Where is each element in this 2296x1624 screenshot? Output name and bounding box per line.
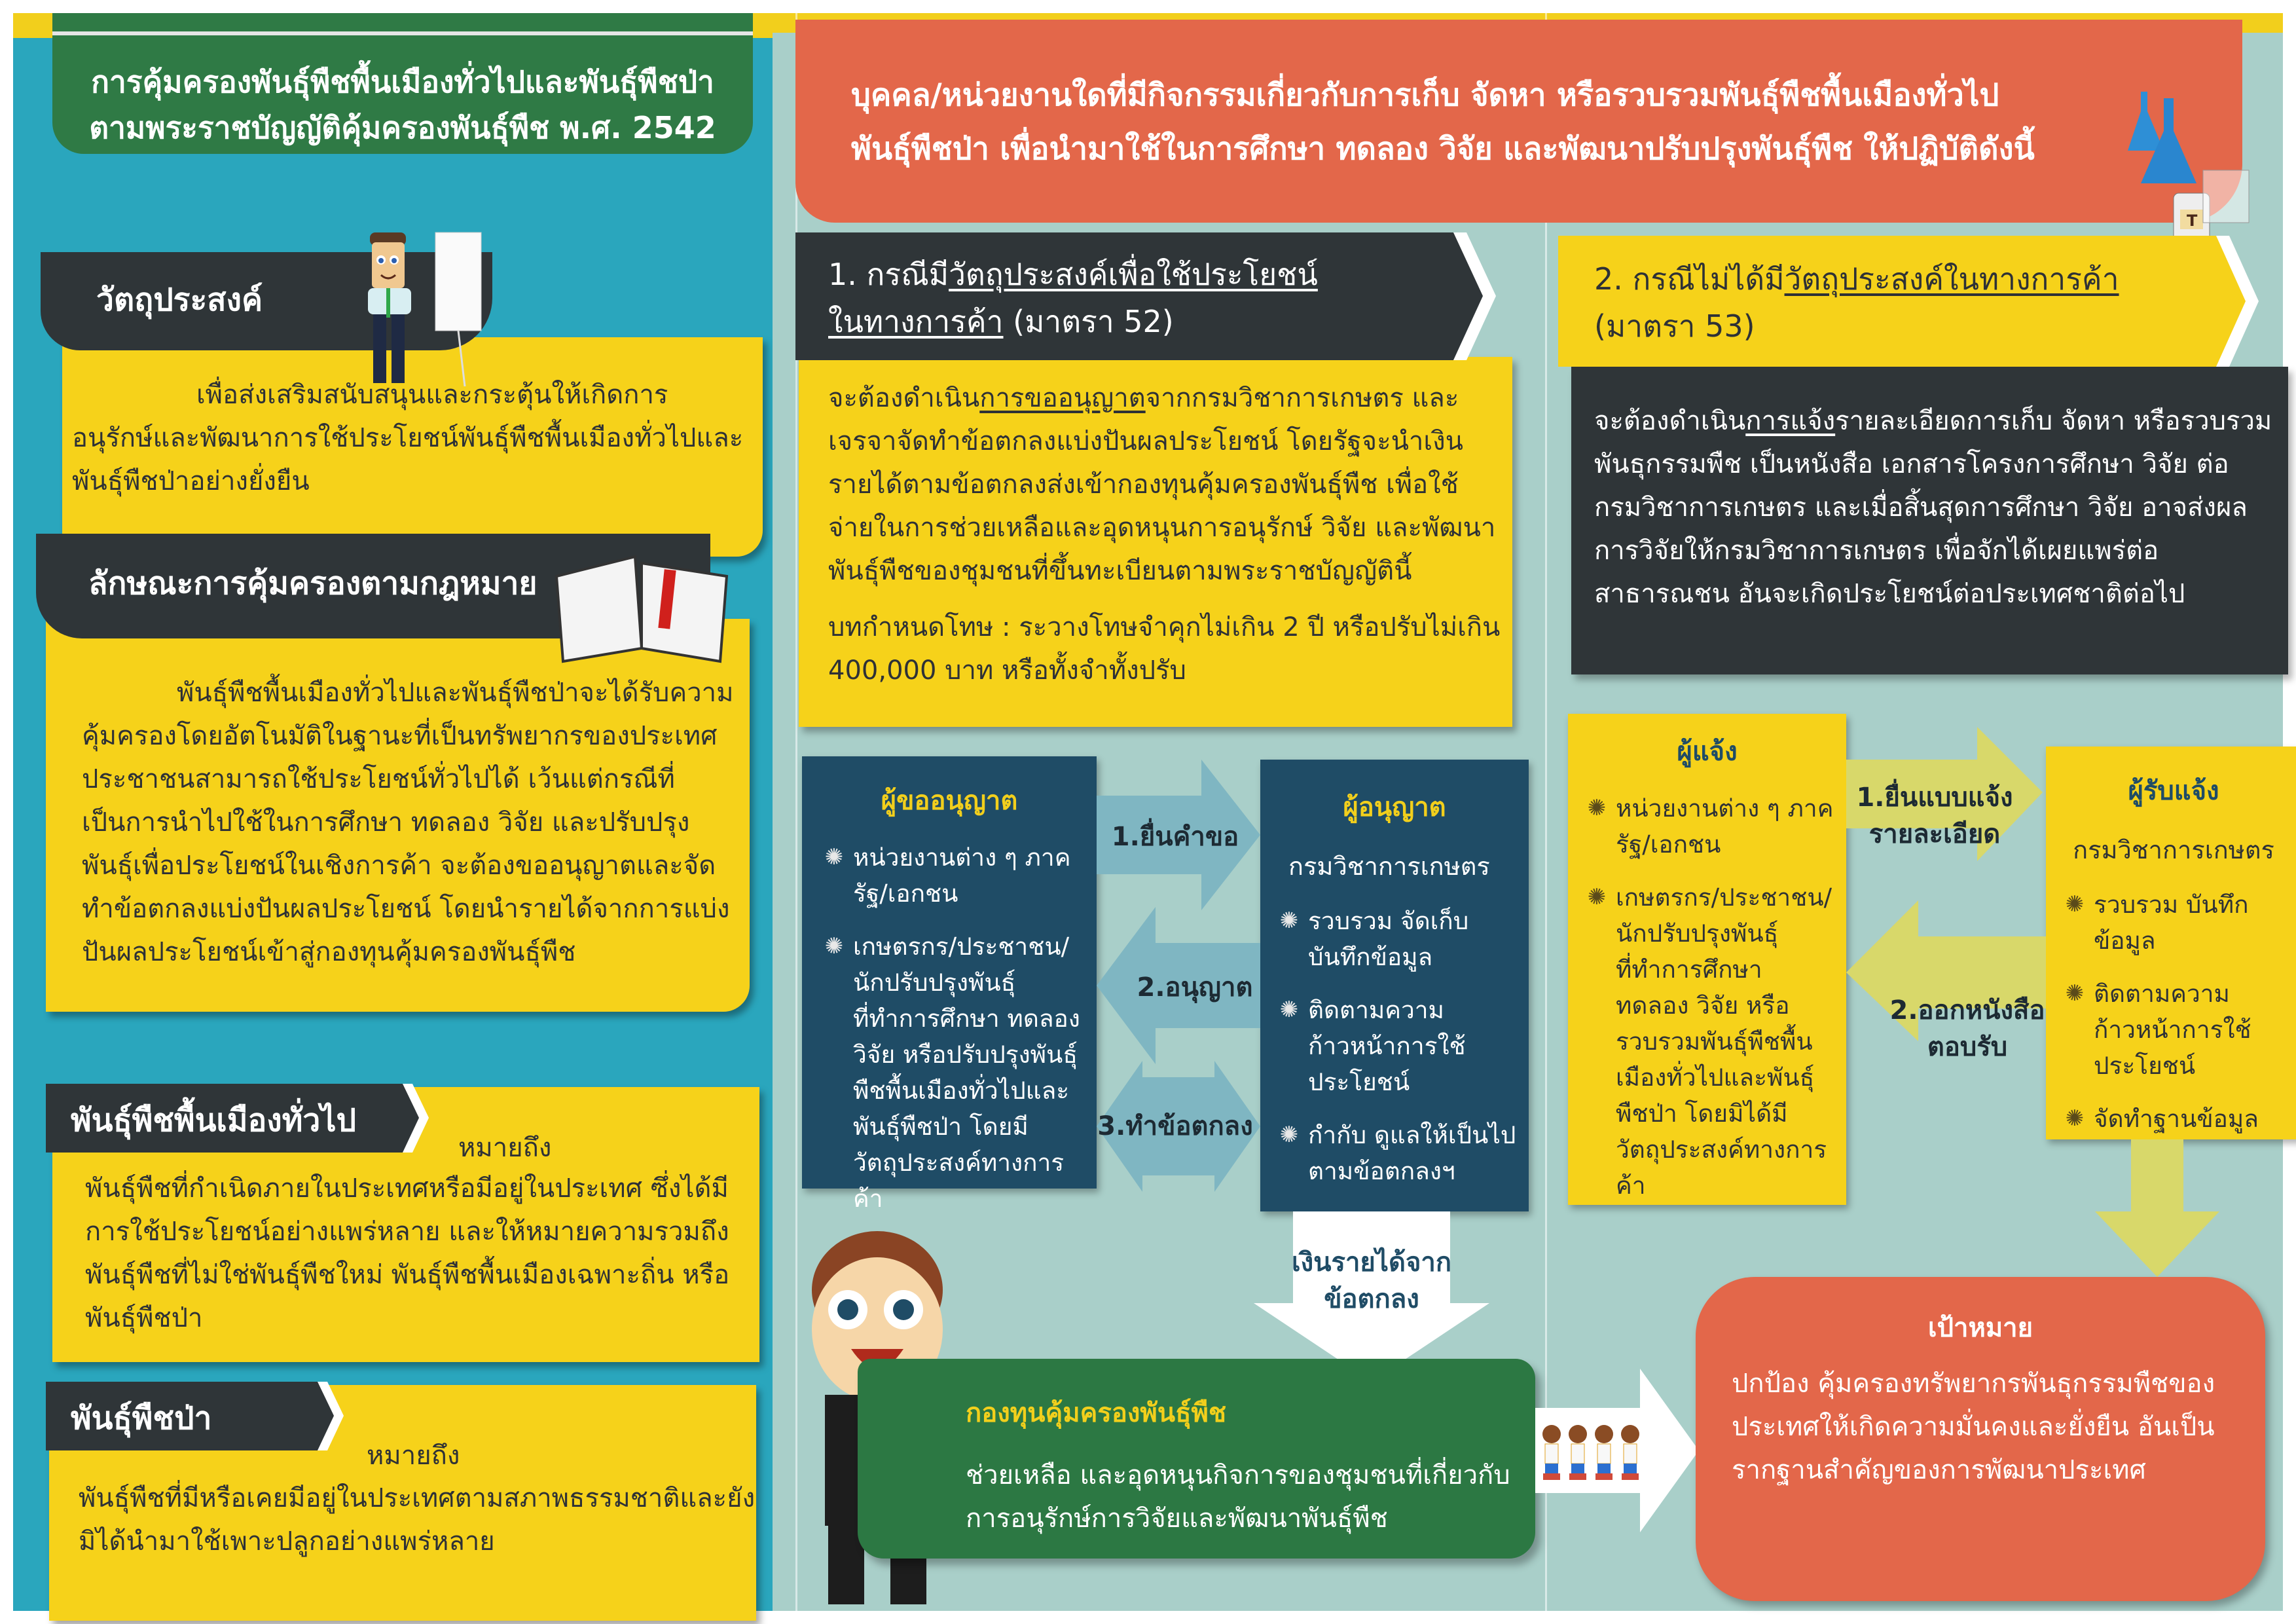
bullet-star-icon: ✺	[1587, 884, 1607, 910]
main-title-banner	[52, 13, 753, 154]
wild-variety-body: พันธุ์พืชที่มีหรือเคยมีอยู่ในประเทศตามสภาพธรรมชาติและยังมิได้นำมาใช้เพาะปลูกอย่างแพร่หลาย	[79, 1483, 756, 1557]
objective-body: เพื่อส่งเสริมสนับสนุนและกระตุ้นให้เกิดการอนุรักษ์และพัฒนาการใช้ประโยชน์พันธุ์พืชพื้นเมืองทั่วไปและพันธุ์พืชป่าอย่างยั่งยืน	[72, 380, 744, 496]
case2-heading: 2. กรณีไม่ได้มีวัตถุประสงค์ในทางการค้า (มาตรา 53)	[1558, 236, 2206, 367]
open-book-icon	[543, 537, 740, 668]
bullet-star-icon: ✺	[2065, 891, 2085, 917]
bullet-star-icon: ✺	[1279, 997, 1299, 1023]
case1-heading: 1. กรณีมีวัตถุประสงค์เพื่อใช้ประโยชน์ ในทางการค้า (มาตรา 52)	[795, 232, 1444, 360]
intro-text: บุคคล/หน่วยงานใดที่มีกิจกรรมเกี่ยวกับการเก็บ จัดหา หรือรวบรวมพันธุ์พืชพื้นเมืองทั่วไป พันธุ์พืชป่า เพื่อนำมาใช้ในการศึกษา ทดลอง วิจัย และพัฒนาปรับปรุงพันธุ์พืช ให้ปฏิบัติดังนี้	[851, 77, 2035, 167]
legal-protection-heading: ลักษณะการคุ้มครองตามกฎหมาย	[36, 534, 710, 638]
step-acknowledge: 2.ออกหนังสือ ตอบรับ	[1889, 995, 2045, 1062]
walking-kids-arrow	[1535, 1369, 1699, 1532]
general-variety-body: พันธุ์พืชที่กำเนิดภายในประเทศหรือมีอยู่ในประเทศ ซึ่งได้มีการใช้ประโยชน์อย่างแพร่หลาย และให้หมายความรวมถึงพันธุ์พืชที่ไม่ใช่พันธุ์พืชใหม่ พันธุ์พืชพื้นเมืองเฉพาะถิ่น หรือพันธุ์พืชป่า	[85, 1173, 730, 1333]
down-arrow-to-goal	[2095, 1139, 2219, 1277]
main-title-line-2: ตามพระราชบัญญัติคุ้มครองพันธุ์พืช พ.ศ. 2542	[89, 110, 716, 145]
bullet-star-icon: ✺	[1279, 1122, 1299, 1148]
fund-title: กองทุนคุ้มครองพันธุ์พืช	[966, 1398, 1227, 1428]
chevron-right-icon	[298, 1382, 344, 1450]
step-permit: 2.อนุญาต	[1137, 972, 1253, 1003]
bullet-star-icon: ✺	[824, 844, 844, 870]
presenter-character-icon	[367, 226, 498, 390]
lab-flask-icon	[2128, 79, 2259, 249]
title-rule	[52, 31, 753, 35]
receiver-box: ผู้รับแจ้ง กรมวิชาการเกษตร ✺ รวบรวม บันทึกข้อมูล ✺ ติดตามความก้าวหน้าการใช้ประโยชน์ ✺ จัดทำฐานข้อมูล	[2046, 747, 2296, 1139]
step-agreement: 3.ทำข้อตกลง	[1097, 1111, 1253, 1141]
goal-body: ปกป้อง คุ้มครองทรัพยากรพันธุกรรมพืชของประเทศให้เกิดความมั่นคงและยั่งยืน อันเป็นรากฐานสำคัญของการพัฒนาประเทศ	[1732, 1369, 2215, 1485]
wild-variety-means: หมายถึง	[367, 1441, 460, 1471]
objective-heading: วัตถุประสงค์	[41, 252, 492, 350]
case1-penalty: บทกำหนดโทษ : ระวางโทษจำคุกไม่เกิน 2 ปี หรือปรับไม่เกิน 400,000 บาท หรือทั้งจำทั้งปรับ	[828, 612, 1501, 686]
bullet-star-icon: ✺	[1279, 908, 1299, 934]
wild-variety-heading: พันธุ์พืชป่า	[46, 1382, 301, 1450]
case2-body: จะต้องดำเนินการแจ้งรายละเอียดการเก็บ จัดหา หรือรวบรวมพันธุกรรมพืช เป็นหนังสือ เอกสารโครงการศึกษา วิจัย ต่อกรมวิชาการเกษตร และเมื่อสิ้นสุดการศึกษา วิจัย อาจส่งผลการวิจัยให้กรมวิชาการเกษตร เพื่อจักได้เผยแพร่ต่อสาธารณชน อันจะเกิดประโยชน์ต่อประเทศชาติต่อไป	[1594, 406, 2272, 609]
svg-text:T: T	[2187, 212, 2198, 230]
bullet-star-icon: ✺	[1587, 795, 1607, 821]
main-title-line-1: การคุ้มครองพันธุ์พืชพื้นเมืองทั่วไปและพันธุ์พืชป่า	[91, 64, 714, 100]
step-submit-request: 1.ยื่นคำขอ	[1111, 822, 1239, 852]
chevron-right-icon	[383, 1084, 429, 1153]
income-label: เงินรายได้จาก ข้อตกลง	[1291, 1247, 1452, 1314]
general-variety-means: หมายถึง	[458, 1133, 552, 1163]
notifier-box: ผู้แจ้ง ✺ หน่วยงานต่าง ๆ ภาครัฐ/เอกชน ✺ เกษตรกร/ประชาชน/นักปรับปรุงพันธุ์ที่ทำการศึกษา ทดลอง วิจัย หรือรวบรวมพันธุ์พืชพื้นเมืองทั่วไปและพันธุ์พืชป่า โดยมิได้มีวัตถุประสงค์ทางการค้า	[1568, 714, 1846, 1205]
bullet-star-icon: ✺	[2065, 1105, 2085, 1132]
grantor-box: ผู้อนุญาต กรมวิชาการเกษตร ✺ รวบรวม จัดเก็บ บันทึกข้อมูล ✺ ติดตามความก้าวหน้าการใช้ประโยชน์ ✺ กำกับ ดูแลให้เป็นไปตามข้อตกลงฯ	[1260, 760, 1529, 1211]
general-variety-heading: พันธุ์พืชพื้นเมืองทั่วไป	[46, 1084, 386, 1153]
bullet-star-icon: ✺	[824, 933, 844, 959]
chevron-right-icon	[1437, 232, 1496, 360]
legal-protection-body: พันธุ์พืชพื้นเมืองทั่วไปและพันธุ์พืชป่าจะได้รับความคุ้มครองโดยอัตโนมัติในฐานะที่เป็นทรัพยากรของประเทศ ประชาชนสามารถใช้ประโยชน์ทั่วไปได้ เว้นแต่กรณีที่เป็นการนำไปใช้ในการศึกษา ทดลอง วิจัย และปรับปรุงพันธุ์เพื่อประโยชน์ในเชิงการค้า จะต้องขออนุญาตและจัดทำข้อตกลงแบ่งปันผลประโยชน์ โดยนำรายได้จากการแบ่งปันผลประโยชน์เข้าสู่กองทุนคุ้มครองพันธุ์พืช	[82, 678, 734, 967]
fund-body: ช่วยเหลือ และอุดหนุนกิจการของชุมชนที่เกี่ยวกับการอนุรักษ์การวิจัยและพัฒนาพันธุ์พืช	[966, 1460, 1510, 1534]
case1-body: จะต้องดำเนินการขออนุญาตจากกรมวิชาการเกษตร และเจรจาจัดทำข้อตกลงแบ่งปันผลประโยชน์ โดยรัฐจะนำเงินรายได้ตามข้อตกลงส่งเข้ากองทุนคุ้มครองพันธุ์พืช เพื่อใช้จ่ายในการช่วยเหลือและอุดหนุนการอนุรักษ์ วิจัย และพัฒนาพันธุ์พืชของชุมชนที่ขึ้นทะเบียนตามพระราชบัญญัตินี้ บทกำหนดโทษ : ระวางโทษจำคุกไม่เกิน 2 ปี หรือปรับไม่เกิน 400,000 บาท หรือทั้งจำทั้งปรับ	[828, 377, 1503, 692]
bullet-star-icon: ✺	[2065, 980, 2085, 1006]
goal-title: เป้าหมาย	[1927, 1313, 2033, 1343]
applicant-box: ผู้ขออนุญาต ✺ หน่วยงานต่าง ๆ ภาครัฐ/เอกชน ✺ เกษตรกร/ประชาชน/นักปรับปรุงพันธุ์ที่ทำการศึกษา ทดลอง วิจัย หรือปรับปรุงพันธุ์พืชพื้นเมืองทั่วไปและพันธุ์พืชป่า โดยมีวัตถุประสงค์ทางการค้า	[802, 756, 1097, 1189]
step-submit-notice: 1.ยื่นแบบแจ้ง รายละเอียด	[1856, 783, 2013, 849]
chevron-right-icon	[2200, 236, 2259, 367]
